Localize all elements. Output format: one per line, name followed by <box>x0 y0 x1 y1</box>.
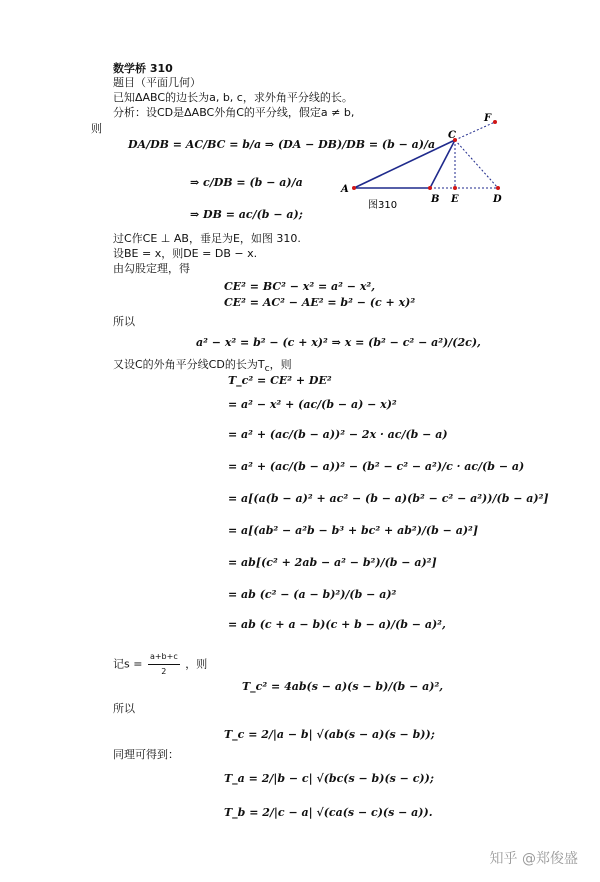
s-fraction <box>148 650 180 679</box>
side-bc <box>430 140 455 188</box>
step-therefore-1: 所以 <box>113 315 135 328</box>
zhihu-watermark: 知乎 @郑俊盛 <box>489 851 578 867</box>
step-tc-def-sub: c <box>264 363 270 375</box>
step-s-def-tail: ，则 <box>185 657 208 671</box>
step-tc-def-tail: ，则 <box>269 358 292 371</box>
step-perpendicular: 过C作CE ⊥ AB，垂足为E，如图 310. <box>113 232 301 245</box>
step-pythagoras: 由勾股定理，得 <box>113 262 190 275</box>
point-a <box>352 186 356 190</box>
formula-ratio: DA/DB = AC/BC = b/a ⇒ (DA − DB)/DB = (b − a)/a <box>128 138 436 151</box>
step-tc-def-text: 又设C的外角平分线CD的长为T <box>113 358 265 371</box>
formula-tc2-6: = ab[(c² + 2ab − a² − b²)/(b − a)²] <box>228 556 437 569</box>
label-e: E <box>451 194 459 205</box>
step-therefore-2: 所以 <box>113 702 135 715</box>
formula-tc2-0: T_c² = CE² + DE² <box>228 374 332 387</box>
formula-ta: T_a = 2/|b − c| √(bc(s − b)(s − c)); <box>224 772 434 785</box>
label-a: A <box>341 184 349 195</box>
point-f <box>493 120 497 124</box>
point-b <box>428 186 432 190</box>
label-f: F <box>484 113 492 124</box>
doc-title: 数学桥 310 <box>113 62 173 75</box>
formula-db: ⇒ DB = ac/(b − a); <box>190 208 303 221</box>
figure-310 <box>338 112 510 212</box>
step-s-def <box>113 650 207 679</box>
formula-x: a² − x² = b² − (c + x)² ⇒ x = (b² − c² − a²)/(2c), <box>196 336 481 349</box>
label-d: D <box>493 194 502 205</box>
formula-tc2-4: = a[(a(b − a)² + ac² − (b − a)(b² − c² − a²))/(b − a)²] <box>228 492 549 505</box>
figure-caption: 图310 <box>368 200 398 211</box>
step-similarly: 同理可得到： <box>113 748 179 761</box>
label-c: C <box>448 130 456 141</box>
formula-tc2-1: = a² − x² + (ac/(b − a) − x)² <box>228 398 397 411</box>
step-let-be: 设BE = x，则DE = DB − x. <box>113 247 258 260</box>
side-ac <box>354 140 455 188</box>
step-s-def-text: 记s = <box>113 657 143 671</box>
formula-tc2-s: T_c² = 4ab(s − a)(s − b)/(b − a)², <box>242 680 444 693</box>
formula-tc: T_c = 2/|a − b| √(ab(s − a)(s − b)); <box>224 728 435 741</box>
label-b: B <box>431 194 440 205</box>
then-text: 则 <box>91 122 102 135</box>
formula-ce2-b: CE² = AC² − AE² = b² − (c + x)² <box>224 296 416 309</box>
formula-tc2-8: = ab (c + a − b)(c + b − a)/(b − a)², <box>228 618 446 631</box>
formula-tb: T_b = 2/|c − a| √(ca(s − c)(s − a)). <box>224 806 433 819</box>
line-cd <box>455 140 498 188</box>
problem-statement: 已知ΔABC的边长为a, b, c，求外角平分线的长。 <box>113 91 353 104</box>
point-d <box>496 186 500 190</box>
formula-tc2-3: = a² + (ac/(b − a))² − (b² − c² − a²)/c · ac/(b − a) <box>228 460 525 473</box>
point-e <box>453 186 457 190</box>
formula-ce2-a: CE² = BC² − x² = a² − x², <box>224 280 376 293</box>
s-fraction-num: a+b+c <box>148 650 180 665</box>
formula-tc2-5: = a[(ab² − a²b − b³ + bc² + ab²)/(b − a)²] <box>228 524 479 537</box>
formula-tc2-2: = a² + (ac/(b − a))² − 2x · ac/(b − a) <box>228 428 448 441</box>
formula-ratio-step2: ⇒ c/DB = (b − a)/a <box>190 176 303 189</box>
s-fraction-den: 2 <box>161 667 167 676</box>
doc-subtitle: 题目（平面几何） <box>113 76 201 89</box>
analysis-text: 分析：设CD是ΔABC外角C的平分线，假定a ≠ b, <box>113 106 355 119</box>
formula-tc2-7: = ab (c² − (a − b)²)/(b − a)² <box>228 588 397 601</box>
line-cf <box>455 122 495 140</box>
